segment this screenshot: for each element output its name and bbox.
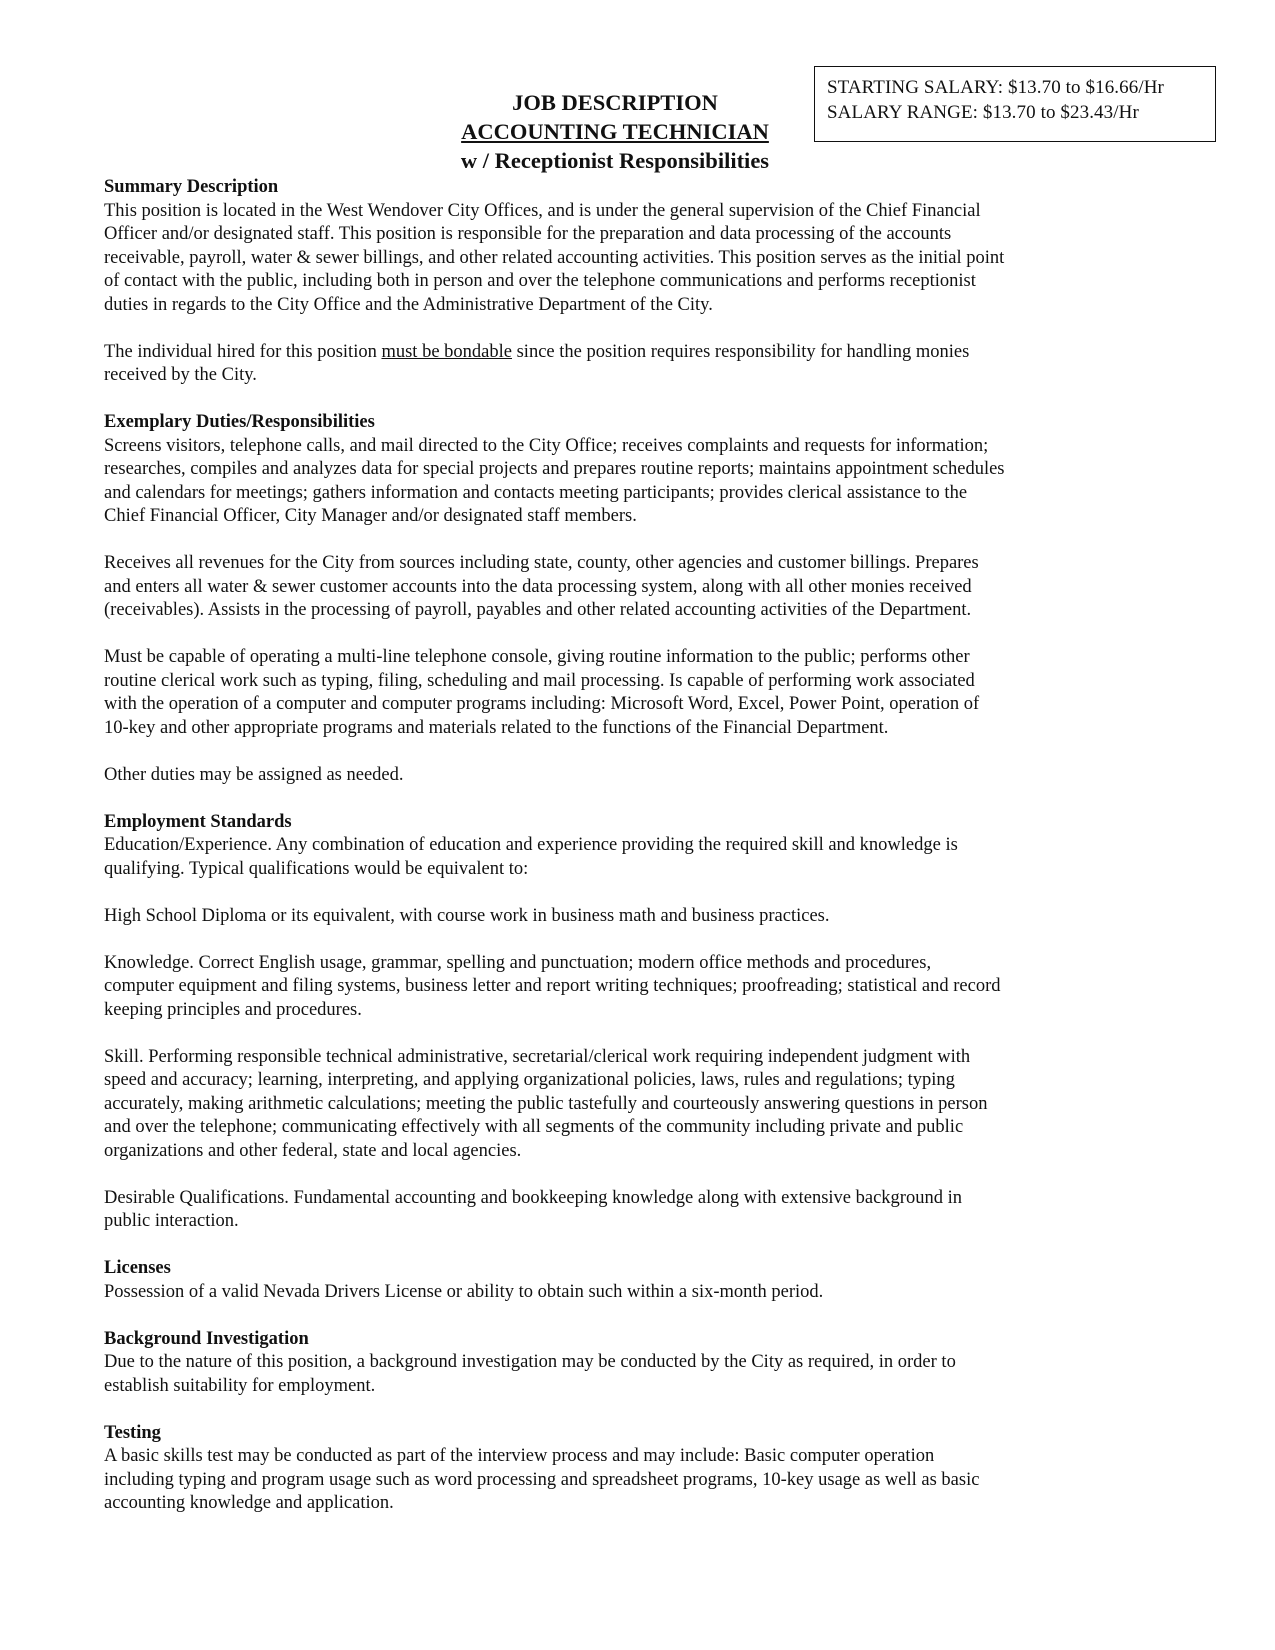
salary-range: SALARY RANGE: $13.70 to $23.43/Hr bbox=[827, 102, 1139, 123]
testing-line: A basic skills test may be conducted as part of the interview process and may include: Basic computer operation bbox=[104, 1446, 935, 1466]
skill-line: and over the telephone; communicating effectively with all segments of the community including private and public bbox=[104, 1117, 964, 1137]
summary-line: receivable, payroll, water & sewer billings, and other related accounting activities. This position serves as the initial point bbox=[104, 247, 1005, 268]
desirable-line: public interaction. bbox=[104, 1211, 239, 1231]
duties-line: and enters all water & sewer customer accounts into the data processing system, along with all other monies received bbox=[104, 576, 972, 597]
starting-salary: STARTING SALARY: $13.70 to $16.66/Hr bbox=[827, 77, 1164, 98]
title-line-2: ACCOUNTING TECHNICIAN bbox=[461, 119, 769, 144]
background-heading: Background Investigation bbox=[104, 1328, 309, 1349]
duties-line: researches, compiles and analyzes data for special projects and prepares routine reports; maintains appointment schedules bbox=[104, 459, 1005, 479]
employment-heading: Employment Standards bbox=[104, 811, 292, 832]
title-line-3: w / Receptionist Responsibilities bbox=[460, 148, 770, 173]
licenses-heading: Licenses bbox=[104, 1258, 171, 1278]
summary-heading: Summary Description bbox=[104, 177, 279, 197]
duties-line: Screens visitors, telephone calls, and mail directed to the City Office; receives complaints and requests for information; bbox=[104, 435, 989, 456]
summary-line: of contact with the public, including both in person and over the telephone communications and performs receptionist bbox=[104, 271, 976, 291]
testing-heading: Testing bbox=[104, 1422, 161, 1443]
duties-line: with the operation of a computer and computer programs including: Microsoft Word, Excel, Power Point, operation of bbox=[104, 694, 980, 714]
duties-line: 10-key and other appropriate programs and materials related to the functions of the Financial Department. bbox=[104, 717, 889, 738]
summary-line: duties in regards to the City Office and the Administrative Department of the City. bbox=[104, 294, 713, 315]
document-title bbox=[430, 88, 800, 175]
skill-line: organizations and other federal, state and local agencies. bbox=[104, 1140, 522, 1161]
skill-line: accurately, making arithmetic calculations; meeting the public tastefully and courteously answering questions in person bbox=[104, 1093, 988, 1114]
skill-line: speed and accuracy; learning, interpreting, and applying organizational policies, laws, rules and regulations; typing bbox=[104, 1070, 955, 1090]
knowledge-line: Knowledge. Correct English usage, grammar, spelling and punctuation; modern office methods and procedures, bbox=[104, 952, 932, 973]
education-line: qualifying. Typical qualifications would be equivalent to: bbox=[104, 858, 529, 879]
bondable-line bbox=[104, 341, 1224, 365]
duties-line: Receives all revenues for the City from sources including state, county, other agencies and customer billings. Prepares bbox=[104, 553, 979, 573]
bondable-pre: The individual hired for this position bbox=[104, 341, 382, 362]
background-line: establish suitability for employment. bbox=[104, 1375, 376, 1396]
diploma-line: High School Diploma or its equivalent, with course work in business math and business practices. bbox=[104, 905, 830, 926]
licenses-text: Possession of a valid Nevada Drivers License or ability to obtain such within a six-month period. bbox=[104, 1281, 824, 1302]
bondable-underlined: must be bondable bbox=[381, 341, 512, 362]
summary-line: This position is located in the West Wendover City Offices, and is under the general supervision of the Chief Financial bbox=[104, 200, 981, 221]
duties-line: Chief Financial Officer, City Manager and/or designated staff members. bbox=[104, 506, 637, 526]
background-line: Due to the nature of this position, a background investigation may be conducted by the City as required, in order to bbox=[104, 1352, 956, 1372]
duties-line: and calendars for meetings; gathers information and contacts meeting participants; provides clerical assistance to the bbox=[104, 482, 968, 503]
title-line-1: JOB DESCRIPTION bbox=[512, 90, 718, 115]
testing-line: accounting knowledge and application. bbox=[104, 1493, 394, 1513]
duties-line: Must be capable of operating a multi-line telephone console, giving routine information to the public; performs other bbox=[104, 647, 970, 667]
summary-line: Officer and/or designated staff. This position is responsible for the preparation and data processing of the accounts bbox=[104, 224, 952, 244]
document-body bbox=[104, 176, 1224, 1516]
other-duties: Other duties may be assigned as needed. bbox=[104, 764, 404, 785]
bondable-post: since the position requires responsibility for handling monies bbox=[511, 341, 970, 362]
knowledge-line: keeping principles and procedures. bbox=[104, 999, 362, 1020]
testing-line: including typing and program usage such as word processing and spreadsheet programs, 10-key usage as well as basic bbox=[104, 1469, 980, 1490]
skill-line: Skill. Performing responsible technical administrative, secretarial/clerical work requiring independent judgment with bbox=[104, 1046, 971, 1067]
bondable-line-2: received by the City. bbox=[104, 365, 257, 385]
duties-heading: Exemplary Duties/Responsibilities bbox=[104, 412, 375, 432]
knowledge-line: computer equipment and filing systems, business letter and report writing techniques; proofreading; statistical and record bbox=[104, 976, 1001, 996]
duties-line: routine clerical work such as typing, filing, scheduling and mail processing. Is capable of performing work associated bbox=[104, 670, 975, 691]
salary-box bbox=[814, 66, 1216, 142]
education-line: Education/Experience. Any combination of education and experience providing the required skill and knowledge is bbox=[104, 835, 958, 855]
desirable-line: Desirable Qualifications. Fundamental accounting and bookkeeping knowledge along with extensive background in bbox=[104, 1187, 962, 1208]
duties-line: (receivables). Assists in the processing of payroll, payables and other related accounting activities of the Department. bbox=[104, 600, 972, 620]
